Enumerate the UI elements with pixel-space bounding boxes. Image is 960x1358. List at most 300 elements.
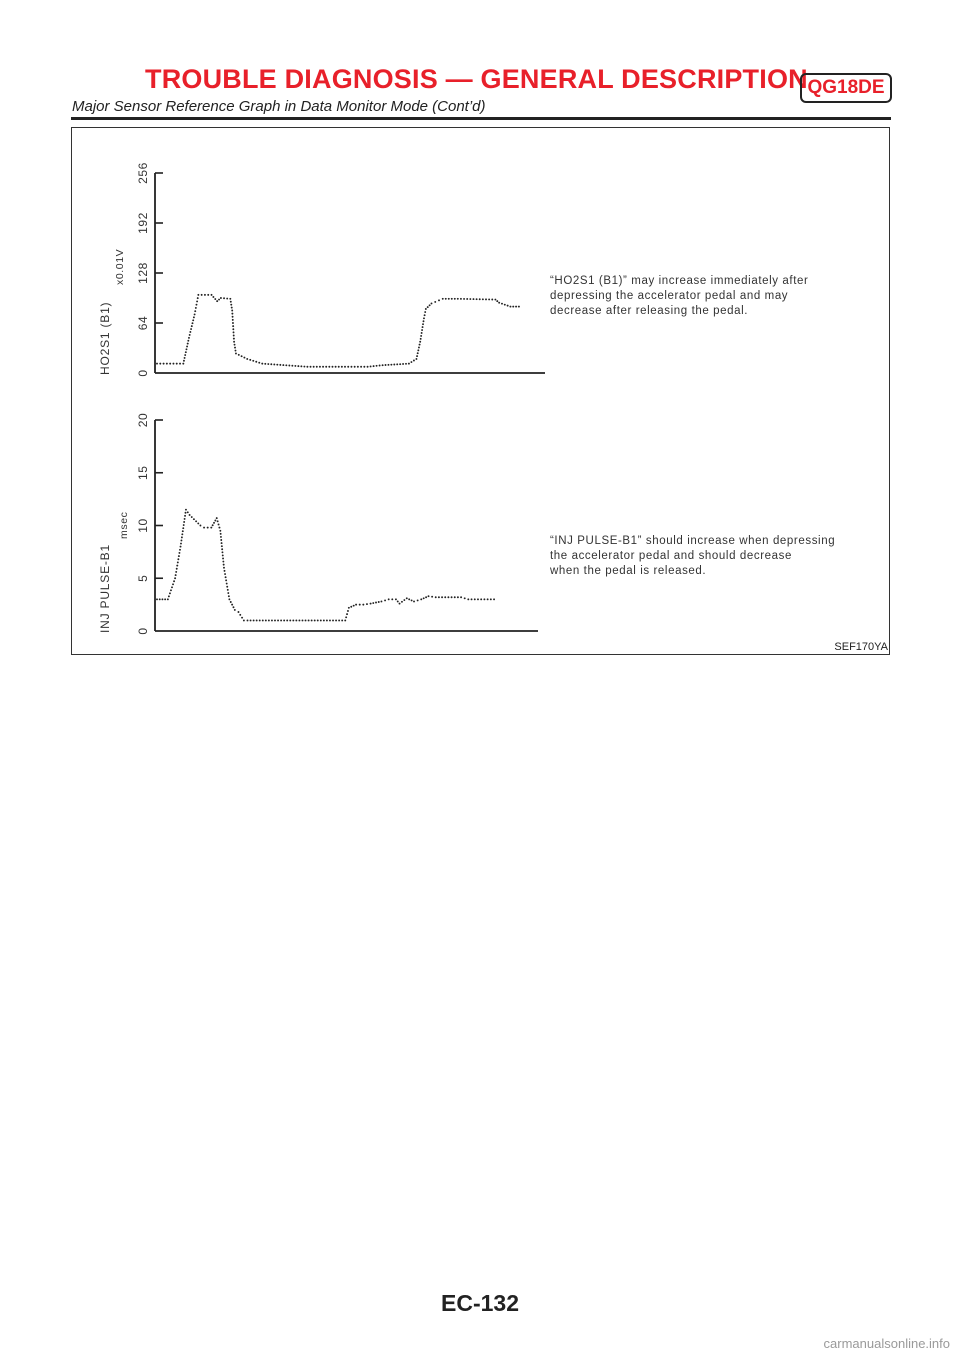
inj-pulse-data-point	[218, 527, 220, 529]
ho2s1-chart	[98, 162, 545, 377]
inj-pulse-data-point	[399, 603, 401, 605]
inj-pulse-data-point	[441, 596, 443, 598]
inj-pulse-data-point	[172, 583, 174, 585]
ho2s1-data-point	[504, 304, 506, 306]
inj-pulse-data-point	[298, 620, 300, 622]
ho2s1-data-point	[264, 363, 266, 365]
inj-pulse-chart	[98, 413, 538, 635]
ho2s1-data-point	[482, 298, 484, 300]
inj-pulse-data-point	[161, 598, 163, 600]
ho2s1-data-point	[188, 337, 190, 339]
inj-pulse-data-point	[195, 520, 197, 522]
inj-pulse-data-point	[372, 602, 374, 604]
inj-pulse-data-point	[181, 533, 183, 535]
ho2s1-data-point	[423, 320, 425, 322]
inj-pulse-data-point	[227, 589, 229, 591]
inj-pulse-data-point	[413, 601, 415, 603]
inj-pulse-data-point	[213, 522, 215, 524]
figure-id: SEF170YA	[834, 641, 888, 653]
ho2s1-data-point	[226, 298, 228, 300]
inj-pulse-data-point	[226, 583, 228, 585]
page-subtitle: Major Sensor Reference Graph in Data Monitor Mode (Cont’d)	[72, 98, 486, 115]
ho2s1-data-point	[405, 363, 407, 365]
ho2s1-data-point	[196, 304, 198, 306]
ho2s1-note: “HO2S1 (B1)” may increase immediately after depressing the accelerator pedal and may decrease after releasing the pedal.	[550, 275, 809, 317]
ho2s1-data-point	[451, 298, 453, 300]
ho2s1-data-point	[328, 366, 330, 368]
ho2s1-data-point	[233, 331, 235, 333]
inj-pulse-data-point	[185, 512, 187, 514]
ho2s1-data-point	[332, 366, 334, 368]
ho2s1-data-point	[233, 338, 235, 340]
ho2s1-data-point	[197, 294, 199, 296]
ho2s1-data-point	[204, 294, 206, 296]
ho2s1-tick-label: 256	[136, 162, 150, 184]
inj-pulse-data-point	[191, 516, 193, 518]
ho2s1-data-point	[429, 304, 431, 306]
ho2s1-data-point	[423, 317, 425, 319]
inj-pulse-data-point	[380, 601, 382, 603]
inj-pulse-data-point	[225, 579, 227, 581]
inj-pulse-data-point	[487, 598, 489, 600]
inj-pulse-data-point	[231, 604, 233, 606]
ho2s1-data-point	[230, 301, 232, 303]
inj-pulse-data-point	[277, 620, 279, 622]
ho2s1-data-point	[285, 364, 287, 366]
inj-pulse-data-point	[370, 603, 372, 605]
inj-pulse-data-point	[353, 605, 355, 607]
inj-pulse-data-point	[180, 540, 182, 542]
ho2s1-axis-label: HO2S1 (B1)	[98, 301, 112, 375]
ho2s1-data-point	[370, 365, 372, 367]
inj-pulse-axis-label: INJ PULSE-B1	[98, 544, 112, 633]
ho2s1-data-point	[187, 340, 189, 342]
ho2s1-data-point	[469, 298, 471, 300]
ho2s1-data-point	[230, 304, 232, 306]
inj-pulse-data-point	[391, 598, 393, 600]
ho2s1-data-point	[252, 360, 254, 362]
ho2s1-data-point	[223, 297, 225, 299]
ho2s1-data-point	[184, 357, 186, 359]
ho2s1-data-point	[319, 366, 321, 368]
inj-pulse-data-point	[444, 596, 446, 598]
ho2s1-data-point	[185, 351, 187, 353]
inj-pulse-data-point	[308, 620, 310, 622]
inj-pulse-data-point	[454, 596, 456, 598]
ho2s1-data-point	[182, 363, 184, 365]
inj-pulse-data-point	[259, 620, 261, 622]
ho2s1-data-point	[491, 299, 493, 301]
inj-pulse-tick-label: 5	[136, 574, 150, 582]
ho2s1-data-point	[294, 365, 296, 367]
inj-pulse-data-point	[460, 596, 462, 598]
inj-pulse-data-point	[397, 601, 399, 603]
inj-pulse-tick-label: 15	[136, 465, 150, 481]
ho2s1-data-point	[233, 335, 235, 337]
ho2s1-data-point	[279, 364, 281, 366]
inj-pulse-data-point	[359, 604, 361, 606]
inj-pulse-data-point	[265, 620, 267, 622]
ho2s1-data-point	[192, 319, 194, 321]
inj-pulse-data-point	[314, 620, 316, 622]
ho2s1-data-point	[515, 306, 517, 308]
ho2s1-data-point	[454, 298, 456, 300]
ho2s1-data-point	[408, 363, 410, 365]
inj-pulse-data-point	[222, 561, 224, 563]
inj-pulse-data-point	[173, 580, 175, 582]
ho2s1-data-point	[196, 300, 198, 302]
model-badge: QG18DE	[800, 73, 892, 103]
ho2s1-data-point	[232, 319, 234, 321]
ho2s1-data-point	[183, 360, 185, 362]
ho2s1-data-point	[186, 345, 188, 347]
inj-pulse-data-point	[222, 551, 224, 553]
inj-pulse-data-point	[156, 598, 158, 600]
ho2s1-data-point	[232, 328, 234, 330]
ho2s1-data-point	[273, 364, 275, 366]
ho2s1-data-point	[422, 323, 424, 325]
ho2s1-data-point	[421, 329, 423, 331]
ho2s1-data-point	[235, 353, 237, 355]
inj-pulse-data-point	[451, 596, 453, 598]
ho2s1-data-point	[232, 322, 234, 324]
ho2s1-data-point	[512, 306, 514, 308]
inj-pulse-data-point	[239, 614, 241, 616]
ho2s1-data-point	[399, 363, 401, 365]
ho2s1-data-point	[194, 310, 196, 312]
ho2s1-data-point	[476, 298, 478, 300]
inj-pulse-data-point	[350, 606, 352, 608]
ho2s1-data-point	[313, 366, 315, 368]
inj-pulse-data-point	[428, 595, 430, 597]
ho2s1-data-point	[434, 301, 436, 303]
inj-pulse-data-point	[183, 521, 185, 523]
ho2s1-data-point	[424, 311, 426, 313]
inj-pulse-data-point	[230, 601, 232, 603]
inj-pulse-data-point	[295, 620, 297, 622]
inj-pulse-data-point	[420, 598, 422, 600]
inj-pulse-data-point	[220, 539, 222, 541]
inj-pulse-data-point	[423, 597, 425, 599]
inj-pulse-data-point	[220, 533, 222, 535]
page-number: EC-132	[441, 1290, 519, 1316]
inj-pulse-data-point	[406, 597, 408, 599]
ho2s1-data-point	[238, 354, 240, 356]
inj-pulse-data-point	[411, 599, 413, 601]
inj-pulse-data-point	[283, 620, 285, 622]
inj-pulse-data-point	[221, 545, 223, 547]
inj-pulse-data-point	[317, 620, 319, 622]
inj-pulse-data-point	[171, 586, 173, 588]
ho2s1-data-point	[258, 362, 260, 364]
ho2s1-data-point	[494, 299, 496, 301]
ho2s1-data-point	[246, 358, 248, 360]
inj-pulse-data-point	[395, 598, 397, 600]
inj-pulse-data-point	[218, 523, 220, 525]
inj-pulse-data-point	[417, 599, 419, 601]
ho2s1-data-point	[191, 325, 193, 327]
inj-pulse-tick-label: 20	[136, 412, 150, 428]
ho2s1-data-point	[344, 366, 346, 368]
ho2s1-data-point	[241, 355, 243, 357]
ho2s1-data-point	[424, 314, 426, 316]
inj-pulse-data-point	[199, 525, 201, 527]
inj-pulse-data-point	[222, 554, 224, 556]
inj-pulse-data-point	[250, 620, 252, 622]
inj-pulse-data-point	[348, 607, 350, 609]
ho2s1-data-point	[322, 366, 324, 368]
ho2s1-data-point	[189, 331, 191, 333]
ho2s1-data-point	[189, 334, 191, 336]
ho2s1-data-point	[416, 355, 418, 357]
ho2s1-data-point	[457, 298, 459, 300]
ho2s1-data-point	[179, 363, 181, 365]
ho2s1-data-point	[396, 363, 398, 365]
inj-pulse-data-point	[388, 598, 390, 600]
ho2s1-tick-label: 128	[136, 262, 150, 284]
ho2s1-data-point	[297, 365, 299, 367]
ho2s1-data-point	[413, 360, 415, 362]
inj-pulse-data-point	[280, 620, 282, 622]
inj-pulse-data-point	[362, 604, 364, 606]
inj-pulse-data-point	[184, 518, 186, 520]
ho2s1-data-point	[473, 298, 475, 300]
ho2s1-data-point	[363, 366, 365, 368]
ho2s1-data-point	[382, 364, 384, 366]
ho2s1-data-point	[220, 297, 222, 299]
inj-pulse-note: “INJ PULSE-B1” should increase when depressing the accelerator pedal and should decrease when the pedal is released.	[550, 535, 836, 577]
inj-pulse-data-point	[207, 527, 209, 529]
ho2s1-data-point	[417, 349, 419, 351]
inj-pulse-data-point	[243, 620, 245, 622]
ho2s1-data-point	[288, 365, 290, 367]
inj-pulse-data-point	[221, 548, 223, 550]
inj-pulse-data-point	[247, 620, 249, 622]
ho2s1-data-point	[420, 338, 422, 340]
inj-pulse-data-point	[182, 527, 184, 529]
inj-pulse-data-point	[271, 620, 273, 622]
ho2s1-data-point	[431, 303, 433, 305]
inj-pulse-data-point	[435, 596, 437, 598]
ho2s1-data-point	[156, 363, 158, 365]
ho2s1-data-point	[460, 298, 462, 300]
inj-pulse-data-point	[341, 620, 343, 622]
ho2s1-data-point	[229, 298, 231, 300]
inj-pulse-data-point	[253, 620, 255, 622]
header-rule	[71, 117, 891, 120]
ho2s1-data-point	[485, 298, 487, 300]
ho2s1-data-point	[354, 366, 356, 368]
inj-pulse-data-point	[212, 524, 214, 526]
inj-pulse-data-point	[375, 602, 377, 604]
inj-pulse-data-point	[189, 514, 191, 516]
inj-pulse-data-point	[182, 530, 184, 532]
ho2s1-data-point	[214, 298, 216, 300]
inj-pulse-data-point	[347, 610, 349, 612]
ho2s1-data-point	[163, 363, 165, 365]
ho2s1-data-point	[234, 344, 236, 346]
ho2s1-data-point	[291, 365, 293, 367]
inj-pulse-data-point	[323, 620, 325, 622]
inj-pulse-data-point	[177, 561, 179, 563]
inj-pulse-data-point	[177, 558, 179, 560]
ho2s1-data-point	[197, 297, 199, 299]
ho2s1-data-point	[306, 366, 308, 368]
ho2s1-data-point	[379, 365, 381, 367]
ho2s1-data-point	[463, 298, 465, 300]
inj-pulse-data-point	[179, 549, 181, 551]
ho2s1-data-point	[201, 294, 203, 296]
inj-pulse-data-point	[274, 620, 276, 622]
inj-pulse-data-point	[181, 536, 183, 538]
inj-pulse-data-point	[164, 598, 166, 600]
ho2s1-data-point	[173, 363, 175, 365]
ho2s1-data-point	[421, 332, 423, 334]
inj-pulse-data-point	[262, 620, 264, 622]
inj-pulse-data-point	[167, 598, 169, 600]
inj-pulse-data-point	[326, 620, 328, 622]
inj-pulse-data-point	[233, 606, 235, 608]
inj-pulse-data-point	[176, 565, 178, 567]
inj-pulse-data-point	[180, 543, 182, 545]
inj-pulse-data-point	[214, 520, 216, 522]
inj-pulse-unit-label: msec	[118, 511, 130, 539]
inj-pulse-data-point	[338, 620, 340, 622]
ho2s1-data-point	[232, 325, 234, 327]
inj-pulse-data-point	[378, 601, 380, 603]
inj-pulse-data-point	[493, 598, 495, 600]
ho2s1-data-point	[341, 366, 343, 368]
inj-pulse-data-point	[169, 592, 171, 594]
ho2s1-data-point	[169, 363, 171, 365]
ho2s1-data-point	[373, 365, 375, 367]
ho2s1-data-point	[300, 365, 302, 367]
inj-pulse-data-point	[490, 598, 492, 600]
ho2s1-tick-label: 64	[136, 315, 150, 331]
inj-pulse-data-point	[178, 555, 180, 557]
inj-pulse-data-point	[467, 598, 469, 600]
inj-pulse-data-point	[220, 536, 222, 538]
ho2s1-data-point	[335, 366, 337, 368]
inj-pulse-data-point	[225, 576, 227, 578]
ho2s1-data-point	[419, 344, 421, 346]
inj-pulse-data-point	[175, 574, 177, 576]
page-title: TROUBLE DIAGNOSIS — GENERAL DESCRIPTION	[145, 64, 808, 94]
ho2s1-data-point	[231, 307, 233, 309]
ho2s1-data-point	[488, 298, 490, 300]
ho2s1-data-point	[448, 298, 450, 300]
inj-pulse-data-point	[228, 598, 230, 600]
ho2s1-data-point	[415, 358, 417, 360]
ho2s1-data-point	[187, 343, 189, 345]
ho2s1-data-point	[376, 365, 378, 367]
ho2s1-data-point	[231, 310, 233, 312]
ho2s1-data-point	[310, 366, 312, 368]
inj-pulse-data-point	[355, 604, 357, 606]
inj-pulse-data-point	[345, 616, 347, 618]
inj-pulse-data-point	[425, 596, 427, 598]
ho2s1-data-point	[218, 299, 220, 301]
inj-pulse-data-point	[226, 586, 228, 588]
ho2s1-data-point	[184, 354, 186, 356]
inj-pulse-data-point	[366, 603, 368, 605]
inj-pulse-data-point	[346, 613, 348, 615]
inj-pulse-data-point	[216, 517, 218, 519]
ho2s1-data-point	[235, 350, 237, 352]
ho2s1-data-point	[233, 341, 235, 343]
ho2s1-data-point	[276, 364, 278, 366]
ho2s1-data-point	[166, 363, 168, 365]
inj-pulse-data-point	[431, 596, 433, 598]
inj-pulse-data-point	[219, 530, 221, 532]
inj-pulse-tick-label: 10	[136, 518, 150, 533]
inj-pulse-data-point	[224, 573, 226, 575]
ho2s1-data-point	[255, 361, 257, 363]
inj-pulse-data-point	[175, 571, 177, 573]
inj-pulse-data-point	[174, 577, 176, 579]
ho2s1-tick-label: 0	[136, 369, 150, 377]
ho2s1-data-point	[402, 363, 404, 365]
ho2s1-data-point	[507, 305, 509, 307]
inj-pulse-data-point	[289, 620, 291, 622]
inj-pulse-data-point	[203, 527, 205, 529]
ho2s1-data-point	[351, 366, 353, 368]
ho2s1-data-point	[518, 306, 520, 308]
inj-pulse-data-point	[238, 611, 240, 613]
ho2s1-data-point	[501, 303, 503, 305]
ho2s1-data-point	[261, 363, 263, 365]
inj-pulse-data-point	[170, 589, 172, 591]
inj-pulse-data-point	[474, 598, 476, 600]
ho2s1-data-point	[325, 366, 327, 368]
inj-pulse-data-point	[185, 509, 187, 511]
ho2s1-tick-label: 192	[136, 212, 150, 234]
inj-pulse-data-point	[210, 527, 212, 529]
inj-pulse-data-point	[222, 558, 224, 560]
ho2s1-data-point	[357, 366, 359, 368]
inj-pulse-data-point	[480, 598, 482, 600]
ho2s1-data-point	[410, 361, 412, 363]
inj-pulse-data-point	[447, 596, 449, 598]
ho2s1-data-point	[243, 357, 245, 359]
ho2s1-data-point	[207, 294, 209, 296]
inj-pulse-data-point	[217, 520, 219, 522]
ho2s1-data-point	[388, 364, 390, 366]
ho2s1-data-point	[316, 366, 318, 368]
ho2s1-data-point	[159, 363, 161, 365]
inj-pulse-data-point	[286, 620, 288, 622]
inj-pulse-data-point	[457, 596, 459, 598]
watermark: carmanualsonline.info	[823, 1336, 950, 1351]
ho2s1-data-point	[231, 313, 233, 315]
ho2s1-data-point	[195, 307, 197, 309]
ho2s1-data-point	[417, 352, 419, 354]
inj-pulse-data-point	[329, 620, 331, 622]
inj-pulse-data-point	[187, 511, 189, 513]
ho2s1-data-point	[367, 366, 369, 368]
inj-pulse-data-point	[305, 620, 307, 622]
ho2s1-data-point	[393, 364, 395, 366]
inj-pulse-data-point	[223, 564, 225, 566]
inj-pulse-data-point	[234, 609, 236, 611]
inj-pulse-data-point	[193, 518, 195, 520]
ho2s1-data-point	[249, 359, 251, 361]
inj-pulse-data-point	[292, 620, 294, 622]
ho2s1-data-point	[418, 347, 420, 349]
inj-pulse-data-point	[302, 620, 304, 622]
ho2s1-data-point	[192, 322, 194, 324]
inj-pulse-data-point	[320, 620, 322, 622]
